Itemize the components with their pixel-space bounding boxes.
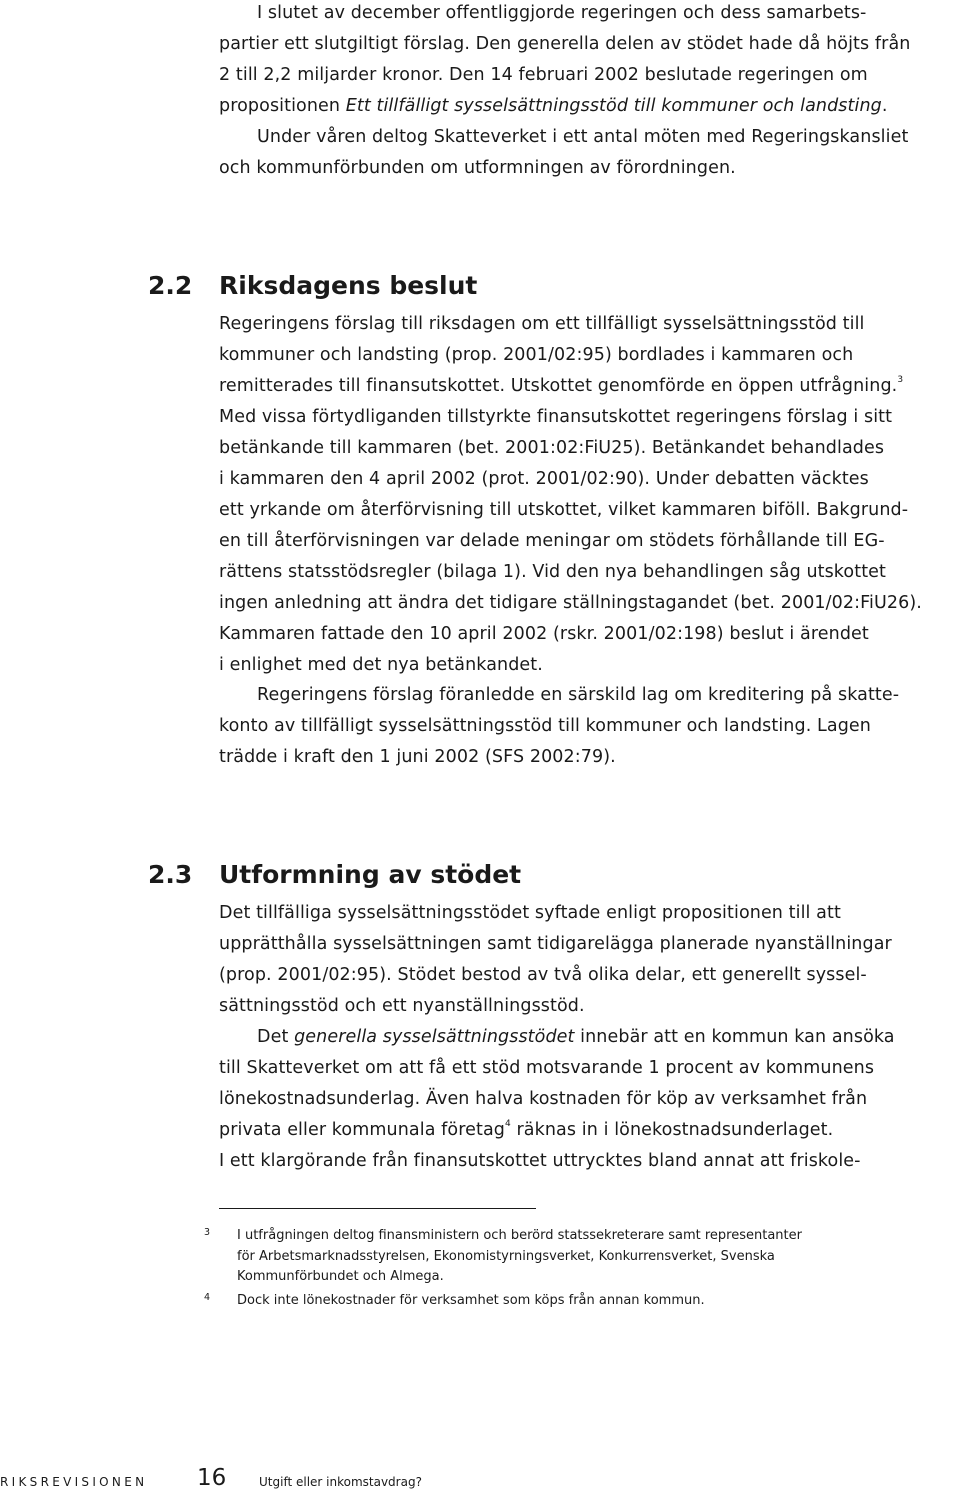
text-segment: .: [881, 96, 888, 116]
footnote-number: 3: [204, 1227, 211, 1238]
section-title: Riksdagens beslut: [219, 271, 478, 300]
text-line: [219, 1022, 959, 1053]
proposition-title: Ett tillfälligt sysselsättningsstöd till kommuner och landsting: [345, 96, 882, 116]
text-segment: remitterades till finansutskottet. Utskottet genomförde en öppen utfrågning.: [219, 376, 898, 396]
text-line: [219, 371, 959, 402]
text-segment: privata eller kommunala företag: [219, 1120, 506, 1140]
footnote-text: [237, 1291, 944, 1312]
text-line: betänkande till kammaren (bet. 2001:02:FiU25). Betänkandet behandlades: [219, 438, 885, 458]
text-line: [219, 1115, 959, 1146]
text-line: Regeringens förslag föranledde en särskild lag om kreditering på skatte-: [257, 685, 900, 705]
text-line: sättningsstöd och ett nyanställningsstöd.: [219, 996, 585, 1016]
footnote-divider: [219, 1208, 536, 1209]
text-line: i kammaren den 4 april 2002 (prot. 2001/02:90). Under debatten väcktes: [219, 469, 869, 489]
text-segment: innebär att en kommun kan ansöka: [574, 1027, 895, 1047]
text-line: Kammaren fattade den 10 april 2002 (rskr. 2001/02:198) beslut i ärendet: [219, 624, 869, 644]
text-line: Under våren deltog Skatteverket i ett antal möten med Regeringskansliet: [257, 127, 909, 147]
text-line: Kommunförbundet och Almega.: [237, 1269, 444, 1284]
text-line: Dock inte lönekostnader för verksamhet som köps från annan kommun.: [237, 1293, 705, 1308]
paragraph-intro: [219, 0, 959, 122]
text-line: trädde i kraft den 1 juni 2002 (SFS 2002:79).: [219, 747, 616, 767]
text-line: partier ett slutgiltigt förslag. Den generella delen av stödet hade då höjts från: [219, 34, 911, 54]
paragraph-general-support: [219, 1022, 959, 1177]
text-line: konto av tillfälligt sysselsättningsstöd till kommuner och landsting. Lagen: [219, 716, 871, 736]
footnote-ref-3[interactable]: 3: [897, 375, 904, 385]
text-line: kommuner och landsting (prop. 2001/02:95) bordlades i kammaren och: [219, 345, 854, 365]
section-heading-2-2: [148, 270, 477, 302]
section-number: 2.3: [148, 860, 193, 889]
footnote-number: 4: [204, 1292, 211, 1303]
text-line: ett yrkande om återförvisning till utskottet, vilket kammaren biföll. Bakgrund-: [219, 500, 909, 520]
document-title: Utgift eller inkomstavdrag?: [259, 1475, 422, 1489]
text-line: och kommunförbunden om utformningen av förordningen.: [219, 158, 736, 178]
section-title: Utformning av stödet: [219, 860, 522, 889]
paragraph-special-law: [219, 680, 959, 773]
text-line: rättens statsstödsregler (bilaga 1). Vid den nya behandlingen såg utskottet: [219, 562, 886, 582]
emphasized-term: generella sysselsättningsstödet: [294, 1027, 575, 1047]
footnote-text: [237, 1226, 944, 1288]
paragraph-support-purpose: [219, 898, 959, 1022]
text-line: Det tillfälliga sysselsättningsstödet syftade enligt propositionen till att: [219, 903, 841, 923]
text-line: upprätthålla sysselsättningen samt tidigarelägga planerade nyanställningar: [219, 934, 892, 954]
text-segment: propositionen: [219, 96, 346, 116]
text-line: I utfrågningen deltog finansministern och berörd statssekreterare samt representanter: [237, 1228, 802, 1243]
footnote-ref-4[interactable]: 4: [505, 1119, 511, 1129]
paragraph-riksdag-decision: [219, 309, 959, 681]
text-segment: Det: [257, 1027, 295, 1047]
text-line: Med vissa förtydliganden tillstyrkte finansutskottet regeringens förslag i sitt: [219, 407, 893, 427]
text-line: Regeringens förslag till riksdagen om ett tillfälligt sysselsättningsstöd till: [219, 314, 865, 334]
footnote-4: [204, 1291, 944, 1312]
text-line: [219, 91, 959, 122]
text-segment: räknas in i lönekostnadsunderlaget.: [510, 1120, 834, 1140]
text-line: 2 till 2,2 miljarder kronor. Den 14 februari 2002 beslutade regeringen om: [219, 65, 868, 85]
text-line: till Skatteverket om att få ett stöd motsvarande 1 procent av kommunens: [219, 1058, 875, 1078]
organization-name: RIKSREVISIONEN: [0, 1475, 148, 1489]
text-line: lönekostnadsunderlag. Även halva kostnaden för köp av verksamhet från: [219, 1089, 868, 1109]
section-heading-2-3: [148, 859, 521, 891]
text-line: en till återförvisningen var delade meningar om stödets förhållande till EG-: [219, 531, 885, 551]
page-number: 16: [197, 1465, 227, 1491]
text-line: i enlighet med det nya betänkandet.: [219, 655, 543, 675]
paragraph-spring-meetings: [219, 122, 959, 184]
text-line: I slutet av december offentliggjorde regeringen och dess samarbets-: [257, 3, 867, 23]
text-line: ingen anledning att ändra det tidigare ställningstagandet (bet. 2001/02:FiU26).: [219, 593, 922, 613]
footnote-3: [204, 1226, 944, 1288]
text-line: för Arbetsmarknadsstyrelsen, Ekonomistyrningsverket, Konkurrensverket, Svenska: [237, 1248, 775, 1264]
section-number: 2.2: [148, 271, 193, 300]
text-line: (prop. 2001/02:95). Stödet bestod av två olika delar, ett generellt syssel-: [219, 965, 867, 985]
text-line: I ett klargörande från finansutskottet uttrycktes bland annat att friskole-: [219, 1151, 861, 1171]
